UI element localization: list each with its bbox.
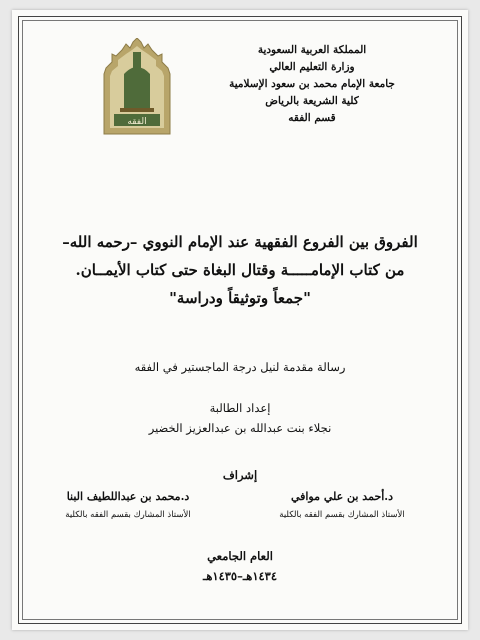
supervisor-1	[262, 488, 422, 524]
supervisor-2-name: د.محمد بن عبداللطيف البنا	[66, 490, 190, 503]
prepared-by-label: إعداد الطالبة	[209, 401, 271, 415]
logo-text: الفقه	[127, 117, 147, 127]
supervisor-1-title: الأستاذ المشارك بقسم الفقه بالكلية	[279, 510, 405, 520]
supervisor-2-title: الأستاذ المشارك بقسم الفقه بالكلية	[65, 510, 191, 520]
thesis-title	[40, 228, 440, 312]
college-line: كلية الشريعة بالرياض	[265, 95, 359, 107]
title-line-3: "جمعاً وتوثيقاً ودراسة"	[169, 289, 311, 307]
academic-year-label: العام الجامعي	[207, 549, 273, 563]
university-line: جامعة الإمام محمد بن سعود الإسلامية	[229, 78, 395, 90]
degree-purpose: رسالة مقدمة لنيل درجة الماجستير في الفقه	[134, 360, 346, 374]
academic-year-value: ١٤٣٤هـ–١٤٣٥هـ	[202, 569, 278, 583]
title-line-2: من كتاب الإمامـــــة وقتال البغاة حتى كتاب الأيمــان.	[75, 261, 405, 279]
institution-block	[212, 42, 412, 127]
country-line: المملكة العربية السعودية	[257, 44, 367, 56]
academic-year-block	[40, 546, 440, 586]
department-line: قسم الفقه	[288, 112, 336, 124]
university-logo	[100, 38, 174, 138]
prepared-by-block	[40, 398, 440, 438]
supervisor-1-name: د.أحمد بن علي موافي	[290, 490, 394, 503]
supervision-label: إشراف	[222, 468, 258, 482]
ministry-line: وزارة التعليم العالي	[269, 61, 355, 73]
title-line-1: الفروق بين الفروع الفقهية عند الإمام النووي –رحمه الله–	[62, 233, 418, 251]
student-name: نجلاء بنت عبدالله بن عبدالعزيز الخضير	[148, 421, 332, 435]
supervisor-2	[38, 488, 218, 524]
